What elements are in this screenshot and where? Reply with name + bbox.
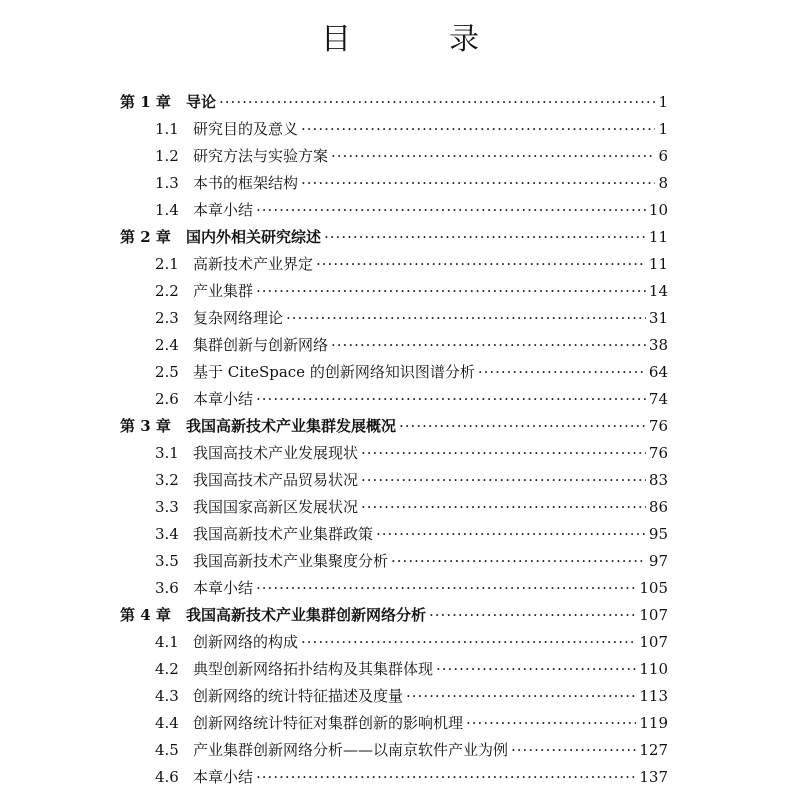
toc-entry-title: 我国高新技术产业集群发展概况 [186,417,397,435]
toc-entry-number: 3.4 [155,524,179,543]
toc-section-entry[interactable] [0,115,800,142]
toc-entry-number: 1.1 [155,119,179,138]
toc-section-entry[interactable] [0,574,800,601]
toc-entry-title: 本章小结 [193,768,254,786]
toc-entry-number: 3.3 [155,497,179,516]
toc-entry-number: 2.3 [155,308,179,327]
toc-section-entry[interactable] [0,763,800,790]
dot-leader [301,120,655,138]
toc-entry-page-number: 38 [648,335,668,354]
dot-leader [466,714,636,732]
toc-section-entry[interactable] [0,655,800,682]
toc-entry-page-number: 6 [658,146,668,165]
dot-leader [478,363,646,381]
toc-entry-page-number: 31 [648,308,668,327]
toc-entry-page-number: 83 [648,470,668,489]
toc-section-entry[interactable] [0,142,800,169]
toc-entry-number: 2.5 [155,362,179,381]
toc-entry-number: 1.3 [155,173,179,192]
dot-leader [324,228,646,246]
toc-entry-number: 4.1 [155,632,179,651]
toc-entry-number: 2.4 [155,335,179,354]
toc-entry-title: 国内外相关研究综述 [186,228,322,246]
toc-entry-title: 本章小结 [193,579,254,597]
dot-leader [286,309,646,327]
toc-entry-title: 复杂网络理论 [193,309,284,327]
toc-entry-title: 我国高新技术产业集群政策 [193,525,374,543]
toc-section-entry[interactable] [0,196,800,223]
toc-entry-number: 第 1 章 [120,93,171,111]
toc-entry-number: 4.4 [155,713,179,732]
toc-section-entry[interactable] [0,736,800,763]
toc-chapter-entry[interactable] [0,223,800,250]
dot-leader [331,147,655,165]
toc-entry-number: 3.5 [155,551,179,570]
toc-entry-page-number: 113 [639,686,668,705]
toc-entry-title: 典型创新网络拓扑结构及其集群体现 [193,660,434,678]
toc-entry-title: 研究方法与实验方案 [193,147,329,165]
toc-entry-number: 4.5 [155,740,179,759]
toc-entry-title: 创新网络的构成 [193,633,299,651]
toc-entry-page-number: 107 [639,632,668,651]
dot-leader [406,687,636,705]
toc-entry-title: 我国高技术产品贸易状况 [193,471,359,489]
dot-leader [219,93,655,111]
dot-leader [436,660,636,678]
toc-entry-number: 第 4 章 [120,606,171,624]
toc-section-entry[interactable] [0,358,800,385]
toc-section-entry[interactable] [0,709,800,736]
toc-entry-page-number: 97 [648,551,668,570]
toc-entry-title: 导论 [186,93,217,111]
toc-entry-page-number: 105 [639,578,668,597]
toc-section-entry[interactable] [0,439,800,466]
dot-leader [256,390,646,408]
dot-leader [429,606,636,624]
toc-chapter-entry[interactable] [0,88,800,115]
toc-entry-page-number: 127 [639,740,668,759]
toc-section-entry[interactable] [0,466,800,493]
toc-section-entry[interactable] [0,682,800,709]
toc-entry-number: 第 2 章 [120,228,171,246]
toc-entry-title: 研究目的及意义 [193,120,299,138]
toc-entry-number: 2.1 [155,254,179,273]
dot-leader [376,525,646,543]
dot-leader [301,174,655,192]
toc-entry-page-number: 76 [648,416,668,435]
toc-entry-page-number: 76 [648,443,668,462]
page-title: 目 录 [321,22,513,57]
dot-leader [361,444,646,462]
toc-section-entry[interactable] [0,277,800,304]
dot-leader [301,633,636,651]
toc-section-entry[interactable] [0,493,800,520]
toc-entry-title: 本章小结 [193,201,254,219]
toc-entry-number: 4.6 [155,767,179,786]
toc-entry-page-number: 95 [648,524,668,543]
dot-leader [256,201,646,219]
toc-entry-title: 我国高新技术产业集群创新网络分析 [186,606,427,624]
toc-entry-title: 我国国家高新区发展状况 [193,498,359,516]
toc-section-entry[interactable] [0,547,800,574]
dot-leader [361,498,646,516]
toc-section-entry[interactable] [0,331,800,358]
toc-entry-number: 2.2 [155,281,179,300]
toc-entry-title: 本书的框架结构 [193,174,299,192]
toc-entry-page-number: 1 [658,92,668,111]
dot-leader [331,336,646,354]
dot-leader [361,471,646,489]
toc-entry-title: 创新网络的统计特征描述及度量 [193,687,404,705]
toc-entry-title: 我国高新技术产业集聚度分析 [193,552,389,570]
toc-entry-number: 1.2 [155,146,179,165]
toc-section-entry[interactable] [0,385,800,412]
toc-section-entry[interactable] [0,628,800,655]
dot-leader [316,255,646,273]
dot-leader [399,417,646,435]
toc-entry-title: 高新技术产业界定 [193,255,314,273]
toc-entry-title: 本章小结 [193,390,254,408]
toc-entry-title: 创新网络统计特征对集群创新的影响机理 [193,714,464,732]
toc-entry-number: 2.6 [155,389,179,408]
toc-chapter-entry[interactable] [0,412,800,439]
toc-entry-number: 3.2 [155,470,179,489]
toc-entry-page-number: 86 [648,497,668,516]
dot-leader [511,741,636,759]
toc-entry-page-number: 11 [648,227,668,246]
toc-entry-number: 4.2 [155,659,179,678]
toc-entry-page-number: 1 [658,119,668,138]
toc-entry-title: 集群创新与创新网络 [193,336,329,354]
dot-leader [391,552,646,570]
dot-leader [256,768,636,786]
toc-entry-number: 3.6 [155,578,179,597]
toc-section-entry[interactable] [0,304,800,331]
toc-entry-title: 产业集群 [193,282,254,300]
toc-entry-page-number: 64 [648,362,668,381]
toc-section-entry[interactable] [0,250,800,277]
toc-entry-page-number: 119 [639,713,668,732]
toc-entry-title: 我国高技术产业发展现状 [193,444,359,462]
toc-entry-title: 产业集群创新网络分析——以南京软件产业为例 [193,741,509,759]
toc-section-entry[interactable] [0,169,800,196]
toc-entry-number: 4.3 [155,686,179,705]
toc-section-entry[interactable] [0,520,800,547]
dot-leader [256,282,646,300]
dot-leader [256,579,636,597]
toc-entry-number: 第 3 章 [120,417,171,435]
toc-entry-page-number: 107 [639,605,668,624]
toc-entry-page-number: 8 [658,173,668,192]
toc-entry-page-number: 10 [648,200,668,219]
toc-chapter-entry[interactable] [0,601,800,628]
toc-entry-page-number: 110 [639,659,668,678]
toc-entry-number: 1.4 [155,200,179,219]
toc-entry-number: 3.1 [155,443,179,462]
toc-entry-page-number: 74 [648,389,668,408]
toc-entry-title: 基于 CiteSpace 的创新网络知识图谱分析 [193,363,475,381]
toc-entry-page-number: 11 [648,254,668,273]
toc-entry-page-number: 137 [639,767,668,786]
toc-entry-page-number: 14 [648,281,668,300]
